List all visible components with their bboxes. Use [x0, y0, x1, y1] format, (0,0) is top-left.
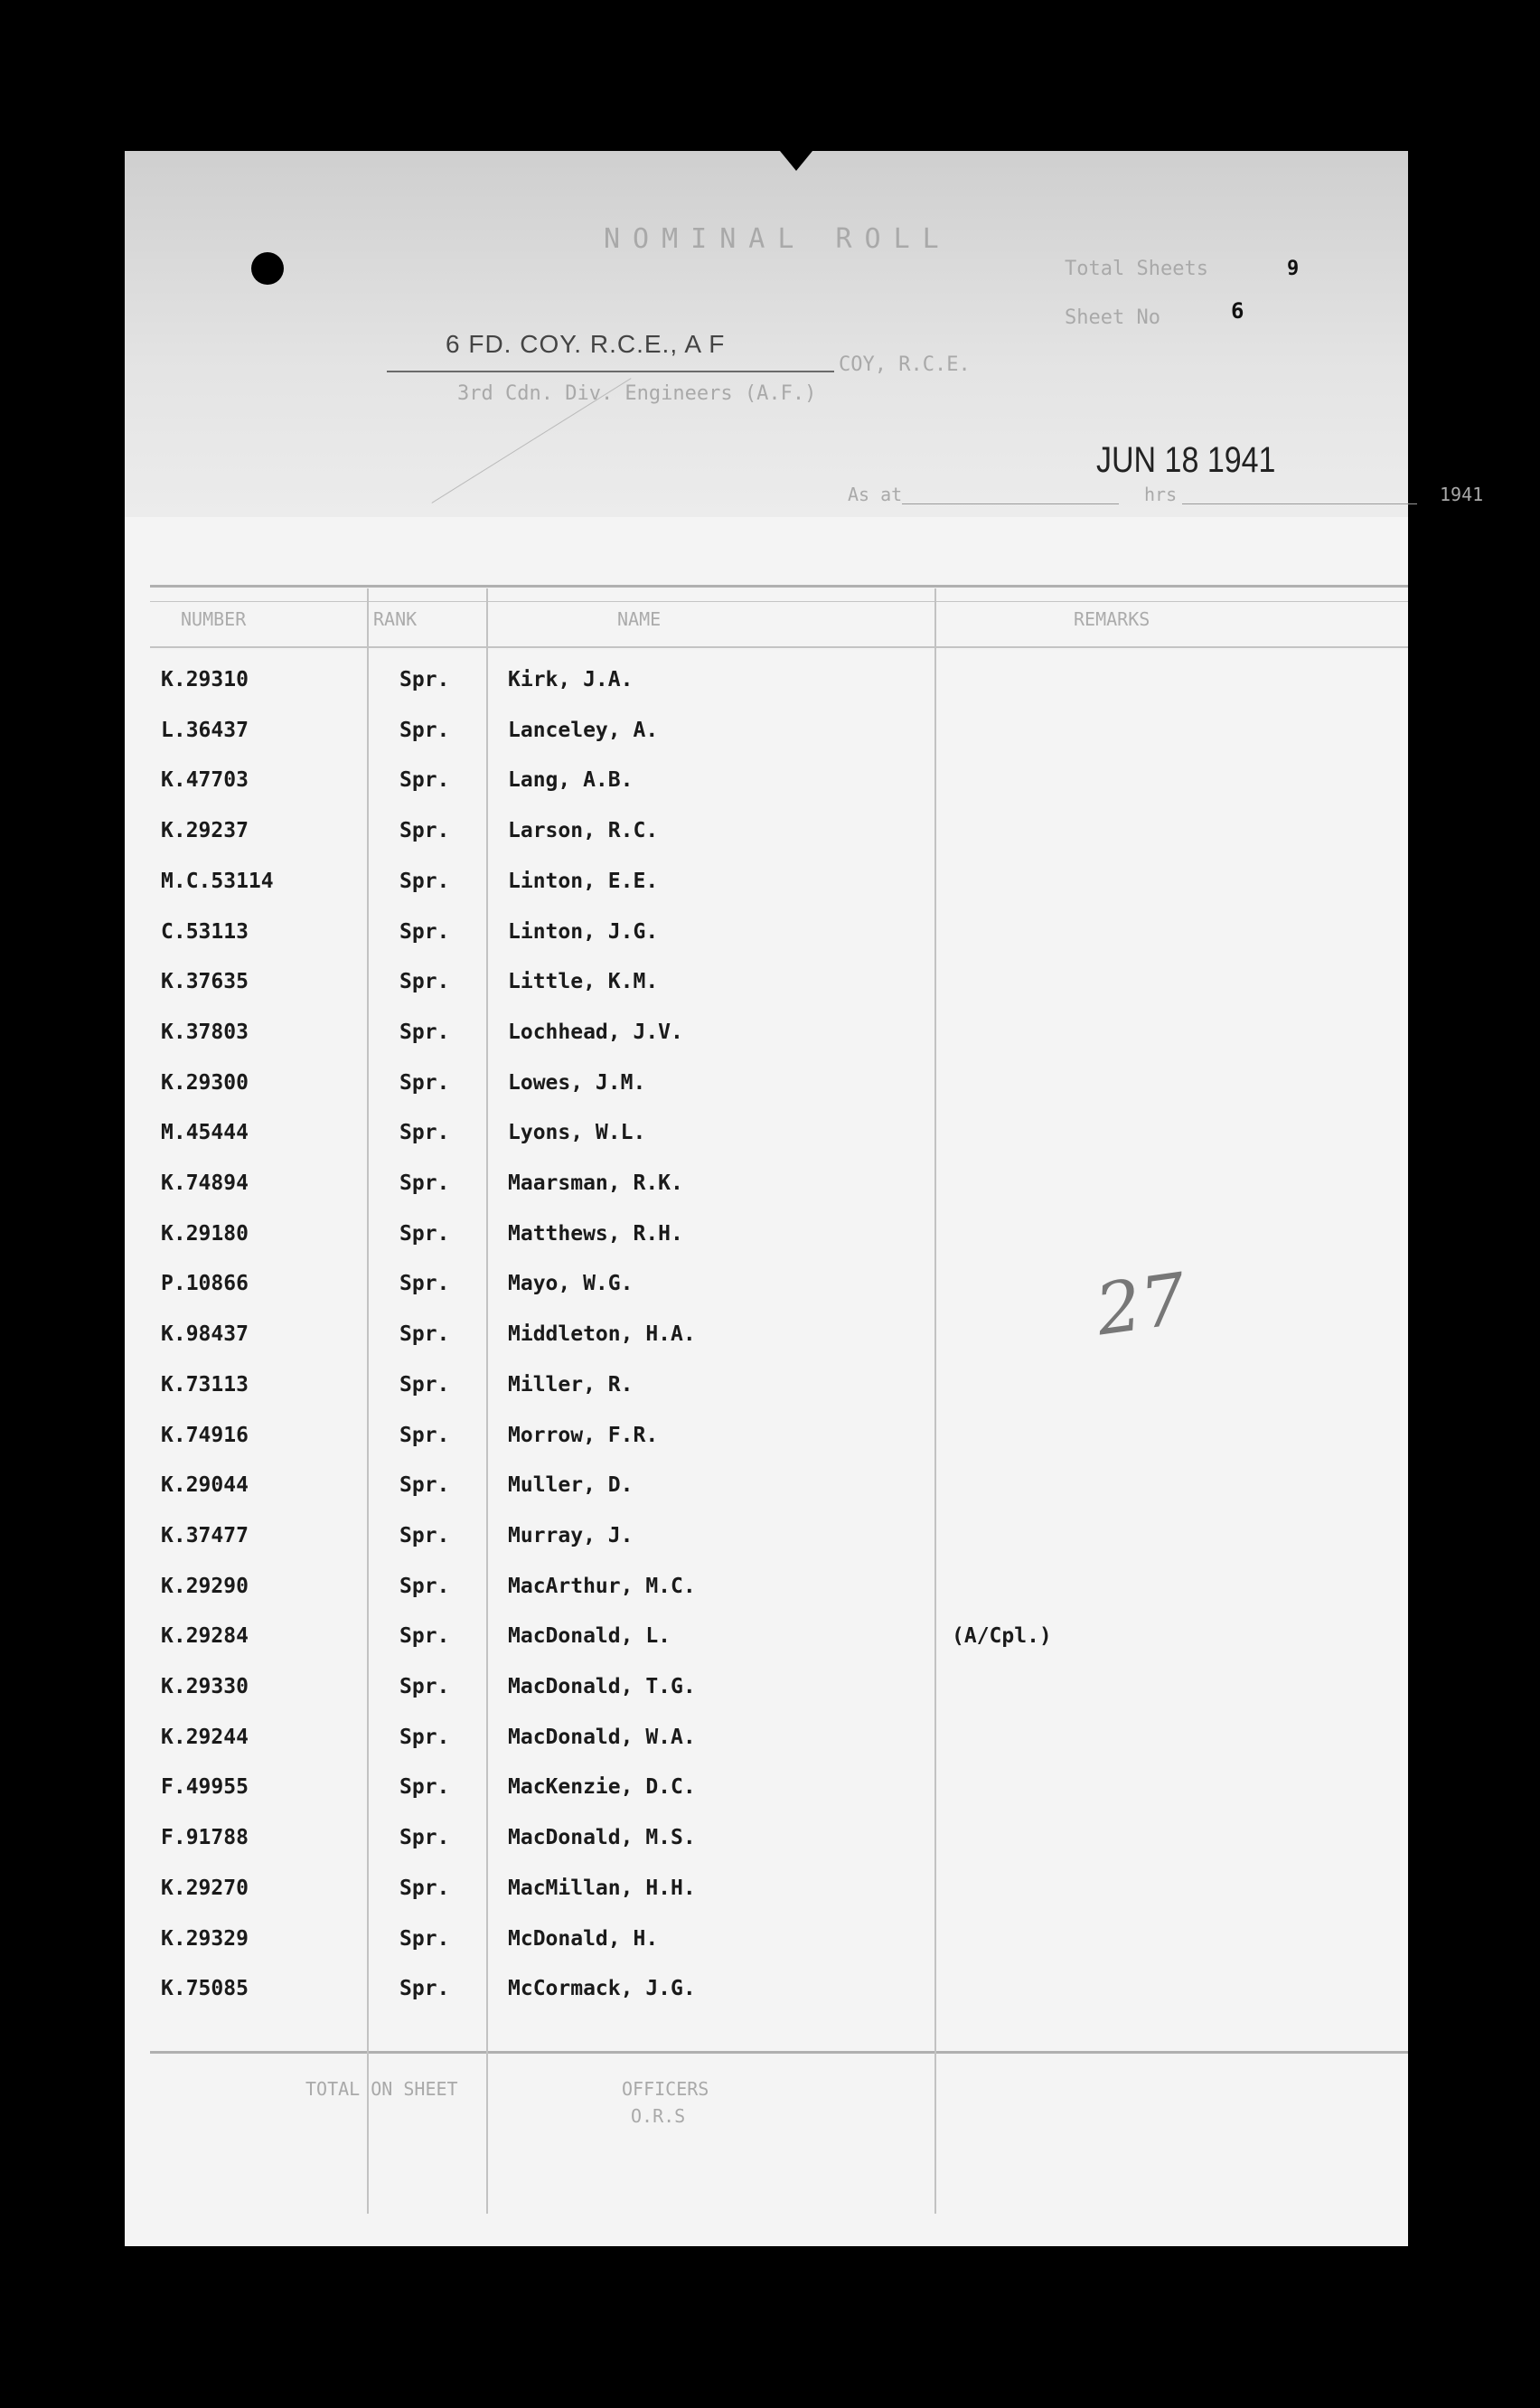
- row-number: K.47703: [161, 768, 249, 792]
- table-row: [125, 1927, 1408, 1963]
- row-name: Mayo, W.G.: [508, 1272, 634, 1295]
- row-name: McCormack, J.G.: [508, 1977, 696, 2000]
- row-name: MacDonald, W.A.: [508, 1726, 696, 1749]
- row-name: MacMillan, H.H.: [508, 1877, 696, 1900]
- row-number: K.37477: [161, 1524, 249, 1547]
- table-row: [125, 870, 1408, 906]
- row-number: K.74894: [161, 1171, 249, 1195]
- as-at-hrs: hrs: [1144, 484, 1178, 505]
- row-rank: Spr.: [399, 1775, 450, 1799]
- footer-total-label: TOTAL ON SHEET: [305, 2078, 458, 2100]
- row-number: K.29284: [161, 1624, 249, 1648]
- row-name: MacDonald, T.G.: [508, 1675, 696, 1698]
- row-name: Linton, J.G.: [508, 920, 659, 944]
- row-number: K.29270: [161, 1877, 249, 1900]
- column-header-rank: RANK: [373, 608, 418, 630]
- table-row: [125, 1473, 1408, 1510]
- row-name: Matthews, R.H.: [508, 1222, 683, 1246]
- table-row: [125, 970, 1408, 1006]
- as-at-label: [848, 484, 1484, 505]
- row-name: Linton, E.E.: [508, 870, 659, 893]
- row-name: Middleton, H.A.: [508, 1322, 696, 1346]
- table-row: [125, 719, 1408, 755]
- row-name: Lang, A.B.: [508, 768, 634, 792]
- table-row: [125, 1524, 1408, 1560]
- row-name: MacArthur, M.C.: [508, 1575, 696, 1598]
- column-header-name: NAME: [617, 608, 662, 630]
- row-number: K.75085: [161, 1977, 249, 2000]
- row-rank: Spr.: [399, 1272, 450, 1295]
- row-rank: Spr.: [399, 1121, 450, 1144]
- sheet-no-value: 6: [1231, 298, 1244, 324]
- row-rank: Spr.: [399, 1575, 450, 1598]
- row-rank: Spr.: [399, 1927, 450, 1951]
- row-rank: Spr.: [399, 668, 450, 691]
- form-title: NOMINAL ROLL: [604, 223, 952, 255]
- row-name: Lowes, J.M.: [508, 1071, 646, 1095]
- row-rank: Spr.: [399, 1877, 450, 1900]
- row-number: F.91788: [161, 1826, 249, 1849]
- row-remarks: (A/Cpl.): [952, 1624, 1052, 1648]
- row-rank: Spr.: [399, 1222, 450, 1246]
- row-name: MacDonald, M.S.: [508, 1826, 696, 1849]
- row-rank: Spr.: [399, 1977, 450, 2000]
- table-row: [125, 1877, 1408, 1913]
- table-row: [125, 1121, 1408, 1157]
- table-row: [125, 668, 1408, 704]
- table-row: [125, 1222, 1408, 1258]
- row-name: Muller, D.: [508, 1473, 634, 1497]
- table-row: [125, 1171, 1408, 1208]
- as-at-line-2: [1182, 503, 1417, 504]
- row-name: MacDonald, L.: [508, 1624, 671, 1648]
- table-row: [125, 1272, 1408, 1308]
- row-number: M.45444: [161, 1121, 249, 1144]
- handwritten-count: 27: [1091, 1258, 1192, 1352]
- row-rank: Spr.: [399, 1021, 450, 1044]
- unit-name: 6 FD. COY. R.C.E., A F: [446, 330, 726, 358]
- row-rank: Spr.: [399, 1726, 450, 1749]
- row-rank: Spr.: [399, 1675, 450, 1698]
- row-rank: Spr.: [399, 719, 450, 742]
- row-rank: Spr.: [399, 870, 450, 893]
- row-number: K.29244: [161, 1726, 249, 1749]
- row-rank: Spr.: [399, 1424, 450, 1447]
- row-rank: Spr.: [399, 1473, 450, 1497]
- table-row: [125, 819, 1408, 855]
- row-rank: Spr.: [399, 1373, 450, 1397]
- row-number: K.74916: [161, 1424, 249, 1447]
- row-rank: Spr.: [399, 920, 450, 944]
- row-number: K.29237: [161, 819, 249, 842]
- table-row: [125, 768, 1408, 804]
- row-rank: Spr.: [399, 970, 450, 993]
- row-number: K.29300: [161, 1071, 249, 1095]
- row-name: McDonald, H.: [508, 1927, 659, 1951]
- total-sheets-label: Total Sheets: [1065, 258, 1208, 280]
- row-name: Murray, J.: [508, 1524, 634, 1547]
- row-number: K.29310: [161, 668, 249, 691]
- row-rank: Spr.: [399, 1524, 450, 1547]
- table-top-rule-2: [150, 601, 1408, 602]
- table-top-rule: [150, 585, 1408, 588]
- row-name: Morrow, F.R.: [508, 1424, 659, 1447]
- table-row: [125, 1826, 1408, 1862]
- column-header-rule: [150, 646, 1408, 648]
- table-row: [125, 920, 1408, 956]
- row-number: K.29044: [161, 1473, 249, 1497]
- unit-underline: [387, 371, 834, 372]
- row-name: Little, K.M.: [508, 970, 659, 993]
- nominal-roll-sheet: [125, 151, 1484, 2246]
- row-number: L.36437: [161, 719, 249, 742]
- column-header-number: NUMBER: [181, 608, 247, 630]
- row-number: K.29330: [161, 1675, 249, 1698]
- date-stamp: JUN 18 1941: [1096, 440, 1276, 480]
- as-at-text: As at: [848, 484, 903, 505]
- division-subtitle: 3rd Cdn. Div. Engineers (A.F.): [457, 382, 817, 405]
- row-number: K.29329: [161, 1927, 249, 1951]
- row-number: K.29180: [161, 1222, 249, 1246]
- table-row: [125, 1322, 1408, 1359]
- row-name: Kirk, J.A.: [508, 668, 634, 691]
- row-name: Lanceley, A.: [508, 719, 659, 742]
- row-rank: Spr.: [399, 1826, 450, 1849]
- row-rank: Spr.: [399, 1171, 450, 1195]
- row-number: K.29290: [161, 1575, 249, 1598]
- table-row: [125, 1726, 1408, 1762]
- row-rank: Spr.: [399, 1322, 450, 1346]
- row-number: K.37635: [161, 970, 249, 993]
- table-row: [125, 1071, 1408, 1107]
- torn-edge: [780, 151, 812, 171]
- as-at-year: 1941: [1440, 484, 1484, 505]
- table-row: [125, 1424, 1408, 1460]
- table-row: [125, 1021, 1408, 1057]
- row-name: Lochhead, J.V.: [508, 1021, 683, 1044]
- table-bottom-rule: [150, 2051, 1408, 2054]
- row-name: Maarsman, R.K.: [508, 1171, 683, 1195]
- row-rank: Spr.: [399, 1071, 450, 1095]
- table-row: [125, 1775, 1408, 1811]
- total-sheets-value: 9: [1287, 258, 1300, 280]
- column-header-remarks: REMARKS: [1074, 608, 1150, 630]
- row-number: F.49955: [161, 1775, 249, 1799]
- row-number: P.10866: [161, 1272, 249, 1295]
- row-name: Larson, R.C.: [508, 819, 659, 842]
- table-row: [125, 1675, 1408, 1711]
- footer-officers-label: OFFICERS: [622, 2078, 709, 2100]
- row-rank: Spr.: [399, 768, 450, 792]
- unit-suffix: COY, R.C.E.: [839, 353, 971, 376]
- footer-ors-label: O.R.S: [631, 2105, 686, 2127]
- row-number: K.98437: [161, 1322, 249, 1346]
- row-name: MacKenzie, D.C.: [508, 1775, 696, 1799]
- punch-hole: [251, 252, 284, 285]
- row-number: K.73113: [161, 1373, 249, 1397]
- as-at-line: [902, 503, 1119, 504]
- table-row: [125, 1977, 1408, 2013]
- row-name: Lyons, W.L.: [508, 1121, 646, 1144]
- table-row: [125, 1373, 1408, 1409]
- row-number: C.53113: [161, 920, 249, 944]
- row-rank: Spr.: [399, 819, 450, 842]
- table-row: [125, 1575, 1408, 1611]
- row-number: M.C.53114: [161, 870, 274, 893]
- sheet-no-label: Sheet No: [1065, 306, 1160, 329]
- row-rank: Spr.: [399, 1624, 450, 1648]
- row-name: Miller, R.: [508, 1373, 634, 1397]
- row-number: K.37803: [161, 1021, 249, 1044]
- table-row: [125, 1624, 1408, 1660]
